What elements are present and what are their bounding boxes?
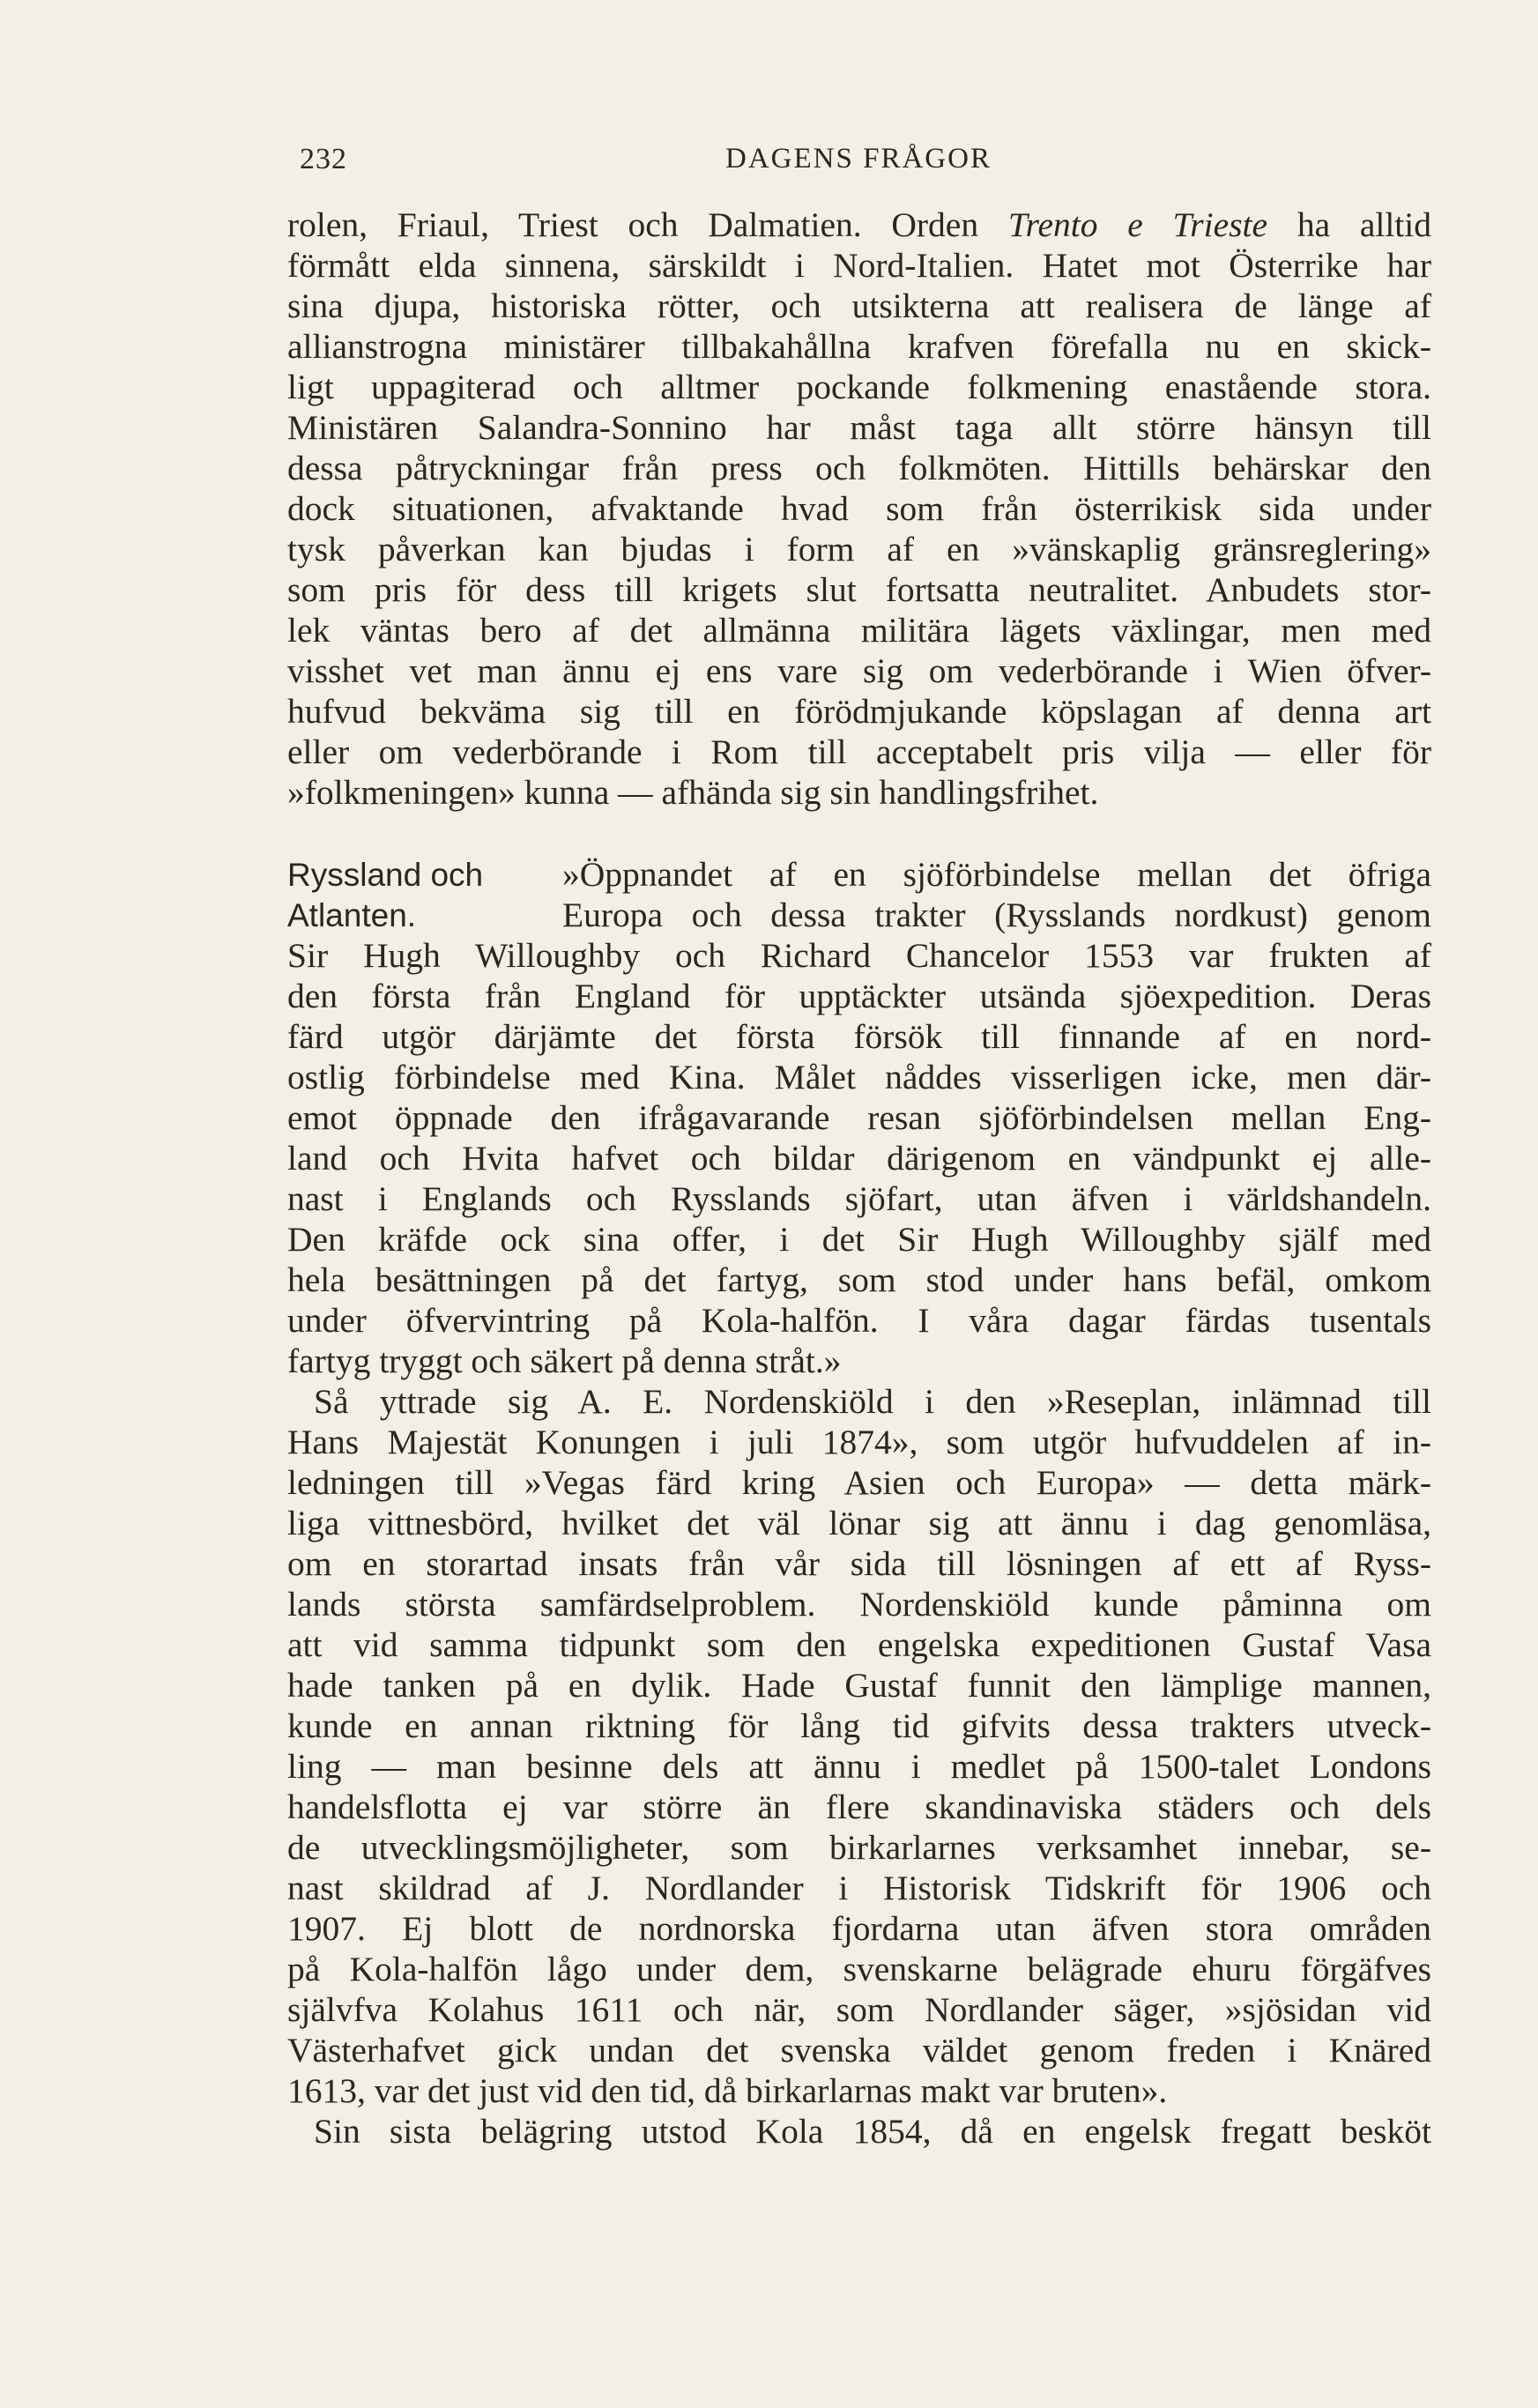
text-line: självfva Kolahus 1611 och när, som Nordlander säger, »sjösidan vid [287, 1990, 1431, 2029]
text-line: rolen, Friaul, Triest och Dalmatien. Orden Trento e Trieste ha alltid [287, 205, 1432, 244]
text-line: på Kola-halfön lågo under dem, svenskarne belägrade ehuru förgäfves [287, 1950, 1431, 1988]
text-line: dock situationen, afvaktande hvad som från österrikisk sida under [287, 489, 1431, 528]
text-line: ostlig förbindelse med Kina. Målet nåddes visserligen icke, men där- [287, 1058, 1431, 1096]
text-line: som pris för dess till krigets slut fortsatta neutralitet. Anbudets stor- [287, 570, 1431, 609]
text-line: lek väntas bero af det allmänna militära lägets växlingar, men med [287, 611, 1431, 650]
text-line: visshet vet man ännu ej ens vare sig om vederbörande i Wien öfver- [287, 651, 1431, 690]
running-head [286, 143, 1431, 187]
text-line: ledningen till »Vegas färd kring Asien och Europa» — detta märk- [287, 1463, 1431, 1502]
italic-phrase: Trento e Trieste [1007, 205, 1268, 244]
text-line: »folkmeningen» kunna — afhända sig sin handlingsfrihet. [287, 773, 1099, 812]
text-line: liga vittnesbörd, hvilket det väl lönar sig att ännu i dag genomläsa, [287, 1504, 1431, 1542]
text-line: färd utgör därjämte det första försök till finnande af en nord- [287, 1017, 1431, 1056]
text-line: Ministären Salandra-Sonnino har måst taga allt större hänsyn till [287, 408, 1431, 447]
text-line: nast skildrad af J. Nordlander i Historisk Tidskrift för 1906 och [287, 1869, 1431, 1907]
text-line: den första från England för upptäckter utsända sjöexpedition. Deras [287, 977, 1431, 1015]
text-line: hela besättningen på det fartyg, som stod under hans befäl, omkom [287, 1260, 1431, 1299]
marginal-heading-line: Atlanten. [287, 897, 417, 933]
text-line: land och Hvita hafvet och bildar därigenom en vändpunkt ej alle- [287, 1139, 1431, 1178]
text-line: kunde en annan riktning för lång tid gifvits dessa trakters utveck- [287, 1706, 1431, 1745]
text-line: de utvecklingsmöjligheter, som birkarlarnes verksamhet innebar, se- [287, 1828, 1431, 1867]
marginal-heading-line: Ryssland och [287, 857, 484, 893]
text-line: ligt uppagiterad och alltmer pockande folkmening enastående stora. [287, 368, 1431, 406]
running-title: DAGENS FRÅGOR [725, 143, 992, 175]
text-line: Sin sista belägring utstod Kola 1854, då en engelsk fregatt besköt [314, 2112, 1431, 2151]
text-line: handelsflotta ej var större än flere skandinaviska städers och dels [287, 1787, 1431, 1826]
body-text [287, 204, 1431, 2152]
text-line: allianstrogna ministärer tillbakahållna krafven förefalla nu en skick- [287, 327, 1431, 366]
paragraph [287, 1381, 1431, 2111]
text-line: Den kräfde ock sina offer, i det Sir Hugh Willoughby själf med [287, 1220, 1431, 1259]
text-line: Hans Majestät Konungen i juli 1874», som utgör hufvuddelen af in- [287, 1423, 1431, 1461]
text-line: att vid samma tidpunkt som den engelska expeditionen Gustaf Vasa [287, 1625, 1431, 1664]
text-line: dessa påtryckningar från press och folkmöten. Hittills behärskar den [287, 449, 1431, 487]
marginal-row [287, 854, 1431, 895]
text-line: Så yttrade sig A. E. Nordenskiöld i den »Reseplan, inlämnad till [314, 1382, 1431, 1421]
text-line: lands största samfärdselproblem. Nordenskiöld kunde påminna om [287, 1585, 1431, 1624]
text-line: Sir Hugh Willoughby och Richard Chancelor 1553 var frukten af [287, 936, 1431, 975]
paragraph [287, 854, 1431, 1381]
section-gap [287, 813, 1431, 854]
text-line: eller om vederbörande i Rom till acceptabelt pris vilja — eller för [287, 732, 1431, 771]
marginal-row [287, 895, 1431, 935]
text-line: under öfvervintring på Kola-halfön. I våra dagar färdas tusentals [287, 1301, 1431, 1340]
text-line: »Öppnandet af en sjöförbindelse mellan det öfriga [562, 855, 1431, 894]
text-line: om en storartad insats från vår sida till lösningen af ett af Ryss- [287, 1544, 1431, 1583]
text-line: nast i Englands och Rysslands sjöfart, utan äfven i världshandeln. [287, 1179, 1431, 1218]
paragraph [287, 2111, 1431, 2152]
text-line: 1907. Ej blott de nordnorska fjordarna utan äfven stora områden [287, 1909, 1431, 1948]
page-number: 232 [300, 143, 347, 175]
text-line: hade tanken på en dylik. Hade Gustaf funnit den lämplige mannen, [287, 1666, 1431, 1705]
text-line: tysk påverkan kan bjudas i form af en »vänskaplig gränsreglering» [287, 530, 1431, 569]
text-line: Västerhafvet gick undan det svenska väldet genom freden i Knäred [287, 2031, 1431, 2070]
text-line: förmått elda sinnena, särskildt i Nord-Italien. Hatet mot Österrike har [287, 246, 1431, 285]
text-line: Europa och dessa trakter (Rysslands nordkust) genom [562, 896, 1431, 934]
text-line: fartyg tryggt och säkert på denna stråt.» [287, 1341, 842, 1380]
text-line: hufvud bekväma sig till en förödmjukande köpslagan af denna art [287, 692, 1431, 731]
text-line: emot öppnade den ifrågavarande resan sjöförbindelsen mellan Eng- [287, 1098, 1431, 1137]
paragraph [287, 204, 1431, 813]
text-line: ling — man besinne dels att ännu i medlet på 1500-talet Londons [287, 1747, 1431, 1786]
text-line: sina djupa, historiska rötter, och utsikterna att realisera de länge af [287, 286, 1431, 325]
text-line: 1613, var det just vid den tid, då birkarlarnas makt var bruten». [287, 2071, 1168, 2110]
